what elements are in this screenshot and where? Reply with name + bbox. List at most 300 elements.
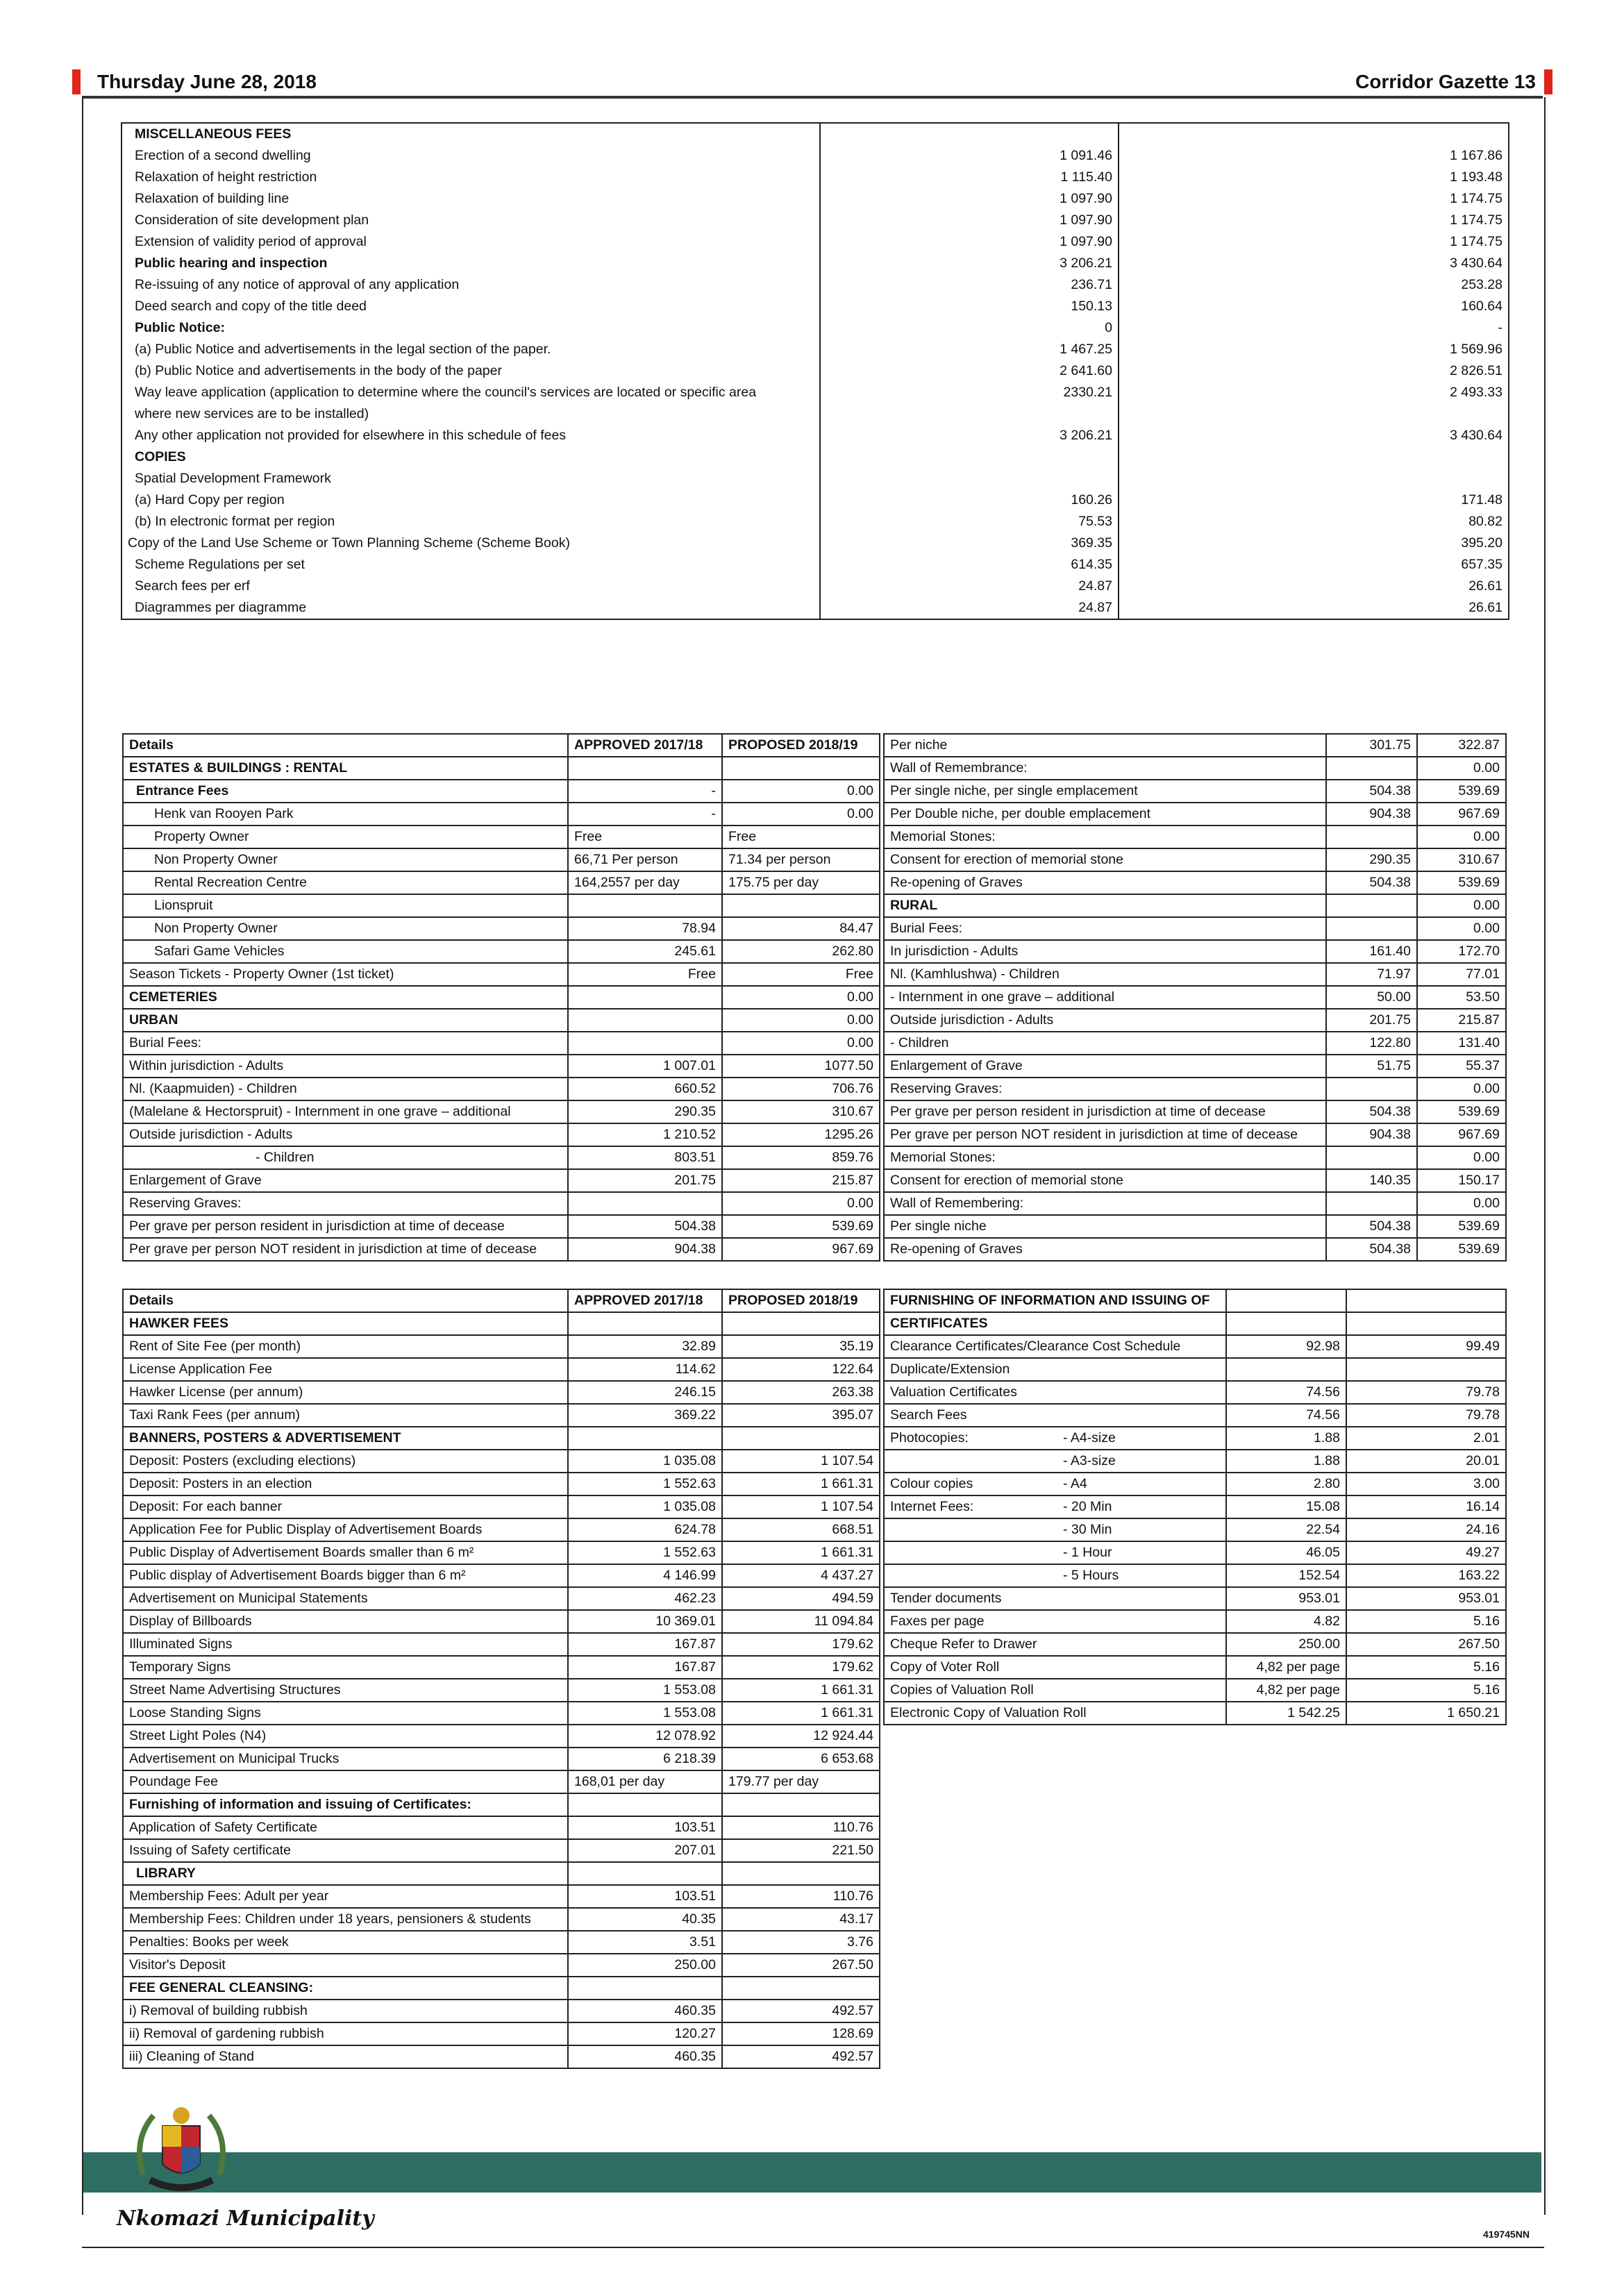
approved-value: 201.75: [1326, 1009, 1417, 1032]
row-label: Electronic Copy of Valuation Roll: [884, 1702, 1057, 1725]
approved-value: 1 467.25: [820, 339, 1119, 360]
proposed-value: [722, 1793, 880, 1816]
approved-value: 614.35: [820, 554, 1119, 576]
approved-value: [568, 986, 722, 1009]
table-row: [123, 1381, 880, 1404]
row-label: Within jurisdiction - Adults: [123, 1055, 568, 1078]
table-row: [123, 780, 880, 803]
proposed-value: 2.01: [1346, 1427, 1506, 1450]
approved-value: 1 035.08: [568, 1495, 722, 1518]
proposed-value: 24.16: [1346, 1518, 1506, 1541]
approved-value: 504.38: [1326, 780, 1417, 803]
row-label: ii) Removal of gardening rubbish: [123, 2022, 568, 2045]
approved-value: [568, 894, 722, 917]
row-label: RURAL: [884, 894, 1326, 917]
proposed-value: 0.00: [1417, 894, 1506, 917]
row-label: Memorial Stones:: [884, 1146, 1326, 1169]
row-sublabel: [1057, 1587, 1226, 1610]
row-sublabel: [1057, 1610, 1226, 1633]
proposed-value: 0.00: [1417, 1146, 1506, 1169]
approved-value: 6 218.39: [568, 1748, 722, 1770]
row-label: Clearance Certificates/Clearance Cost Schedule: [884, 1335, 1057, 1358]
approved-value: 24.87: [820, 576, 1119, 597]
table-row: [123, 1358, 880, 1381]
row-label: Way leave application (application to determine where the council's services are located or specific area: [122, 382, 820, 403]
approved-value: 1 097.90: [820, 210, 1119, 231]
column-header: APPROVED 2017/18: [568, 1289, 722, 1312]
proposed-value: 4 437.27: [722, 1564, 880, 1587]
table-row: [123, 1816, 880, 1839]
approved-value: 245.61: [568, 940, 722, 963]
table-row: [123, 1885, 880, 1908]
proposed-value: 310.67: [1417, 848, 1506, 871]
table-row: [123, 1169, 880, 1192]
proposed-value: 0.00: [722, 1009, 880, 1032]
table-row: [123, 1215, 880, 1238]
table-row: [884, 1169, 1506, 1192]
table-row: [123, 871, 880, 894]
table-row: [884, 1518, 1506, 1541]
table-row: [122, 188, 1509, 210]
table-row: [122, 468, 1509, 489]
table-row: [122, 403, 1509, 425]
proposed-value: 953.01: [1346, 1587, 1506, 1610]
proposed-value: 492.57: [722, 2045, 880, 2068]
row-label: Relaxation of height restriction: [122, 167, 820, 188]
table-row: [122, 382, 1509, 403]
row-label: Nl. (Kaapmuiden) - Children: [123, 1078, 568, 1100]
row-label: Re-opening of Graves: [884, 1238, 1326, 1261]
proposed-value: 84.47: [722, 917, 880, 940]
proposed-value: 539.69: [1417, 1238, 1506, 1261]
row-label: Scheme Regulations per set: [122, 554, 820, 576]
notice-code: 419745NN: [1483, 2229, 1530, 2240]
row-label: Property Owner: [123, 826, 568, 848]
approved-value: 904.38: [568, 1238, 722, 1261]
row-label: - Internment in one grave – additional: [884, 986, 1326, 1009]
approved-value: 140.35: [1326, 1169, 1417, 1192]
row-sublabel: - 1 Hour: [1057, 1541, 1226, 1564]
row-label: Diagrammes per diagramme: [122, 597, 820, 619]
row-label: Copy of the Land Use Scheme or Town Planning Scheme (Scheme Book): [122, 533, 820, 554]
proposed-value: 0.00: [1417, 826, 1506, 848]
approved-value: 904.38: [1326, 803, 1417, 826]
issue-date: Thursday June 28, 2018: [97, 71, 317, 92]
row-label: Display of Billboards: [123, 1610, 568, 1633]
approved-value: 1 553.08: [568, 1679, 722, 1702]
row-label: In jurisdiction - Adults: [884, 940, 1326, 963]
approved-value: [820, 403, 1119, 425]
approved-value: [1326, 894, 1417, 917]
approved-value: 22.54: [1226, 1518, 1346, 1541]
table-row: [123, 1335, 880, 1358]
proposed-value: 539.69: [1417, 780, 1506, 803]
table-row: [123, 1312, 880, 1335]
table-row: [884, 1541, 1506, 1564]
row-label: Per single niche: [884, 1215, 1326, 1238]
proposed-value: 967.69: [722, 1238, 880, 1261]
table-row: [123, 1473, 880, 1495]
proposed-value: [1119, 468, 1509, 489]
row-label: Enlargement of Grave: [884, 1055, 1326, 1078]
table-row: [123, 1078, 880, 1100]
proposed-value: 253.28: [1119, 274, 1509, 296]
approved-value: 4,82 per page: [1226, 1679, 1346, 1702]
table-row: [884, 803, 1506, 826]
approved-value: 2.80: [1226, 1473, 1346, 1495]
approved-value: 15.08: [1226, 1495, 1346, 1518]
approved-value: 150.13: [820, 296, 1119, 317]
row-label: Per niche: [884, 734, 1326, 757]
table-row: [123, 1192, 880, 1215]
approved-value: 290.35: [1326, 848, 1417, 871]
row-sublabel: [1057, 1679, 1226, 1702]
row-label: Wall of Remembrance:: [884, 757, 1326, 780]
empty-cell: [1119, 123, 1509, 145]
proposed-value: 706.76: [722, 1078, 880, 1100]
approved-value: 1 007.01: [568, 1055, 722, 1078]
proposed-value: 2 493.33: [1119, 382, 1509, 403]
table-row: [884, 780, 1506, 803]
approved-value: [1326, 826, 1417, 848]
proposed-value: Free: [722, 826, 880, 848]
approved-value: 1 552.63: [568, 1473, 722, 1495]
table-row: [122, 554, 1509, 576]
approved-value: [568, 1192, 722, 1215]
row-label: Loose Standing Signs: [123, 1702, 568, 1725]
column-header: APPROVED 2017/18: [568, 734, 722, 757]
table-row: [122, 511, 1509, 533]
row-label: Furnishing of information and issuing of Certificates:: [123, 1793, 568, 1816]
table-row: [122, 253, 1509, 274]
proposed-value: -: [1119, 317, 1509, 339]
proposed-value: 1 174.75: [1119, 188, 1509, 210]
proposed-value: 171.48: [1119, 489, 1509, 511]
approved-value: 301.75: [1326, 734, 1417, 757]
table-row: [884, 1656, 1506, 1679]
proposed-value: 26.61: [1119, 576, 1509, 597]
approved-value: 168,01 per day: [568, 1770, 722, 1793]
approved-value: 1 097.90: [820, 188, 1119, 210]
table-row: [123, 1404, 880, 1427]
approved-value: 122.80: [1326, 1032, 1417, 1055]
table-row: [123, 1656, 880, 1679]
table-row: [884, 1009, 1506, 1032]
approved-value: 24.87: [820, 597, 1119, 619]
empty-cell: [1226, 1312, 1346, 1335]
row-label: Temporary Signs: [123, 1656, 568, 1679]
row-sublabel: [1057, 1381, 1226, 1404]
proposed-value: 5.16: [1346, 1679, 1506, 1702]
proposed-value: 1 661.31: [722, 1473, 880, 1495]
row-label: FEE GENERAL CLEANSING:: [123, 1977, 568, 2000]
row-label: Per grave per person resident in jurisdiction at time of decease: [123, 1215, 568, 1238]
section-heading-row: [884, 1289, 1506, 1312]
approved-value: 1 091.46: [820, 145, 1119, 167]
proposed-value: 179.77 per day: [722, 1770, 880, 1793]
section-heading-row: [884, 1312, 1506, 1335]
approved-value: 1.88: [1226, 1450, 1346, 1473]
table-row: [123, 1238, 880, 1261]
table-row: [123, 1495, 880, 1518]
approved-value: 246.15: [568, 1381, 722, 1404]
proposed-value: 492.57: [722, 2000, 880, 2022]
row-label: Public display of Advertisement Boards bigger than 6 m²: [123, 1564, 568, 1587]
table-row: [122, 533, 1509, 554]
table-row: [123, 894, 880, 917]
proposed-value: Free: [722, 963, 880, 986]
proposed-value: 2 826.51: [1119, 360, 1509, 382]
row-label: Any other application not provided for elsewhere in this schedule of fees: [122, 425, 820, 446]
proposed-value: 35.19: [722, 1335, 880, 1358]
section-heading-row: [122, 123, 1509, 145]
proposed-value: [722, 1977, 880, 2000]
row-sublabel: - 5 Hours: [1057, 1564, 1226, 1587]
proposed-value: 3 430.64: [1119, 253, 1509, 274]
proposed-value: 1 661.31: [722, 1541, 880, 1564]
table-row: [123, 848, 880, 871]
approved-value: 160.26: [820, 489, 1119, 511]
approved-value: 207.01: [568, 1839, 722, 1862]
approved-value: 92.98: [1226, 1335, 1346, 1358]
table-row: [122, 167, 1509, 188]
proposed-value: 71.34 per person: [722, 848, 880, 871]
approved-value: 2 641.60: [820, 360, 1119, 382]
table-row: [884, 1358, 1506, 1381]
table-row: [123, 803, 880, 826]
proposed-value: [1119, 403, 1509, 425]
approved-value: 2330.21: [820, 382, 1119, 403]
approved-value: 460.35: [568, 2000, 722, 2022]
proposed-value: 267.50: [1346, 1633, 1506, 1656]
approved-value: 462.23: [568, 1587, 722, 1610]
approved-value: 66,71 Per person: [568, 848, 722, 871]
proposed-value: 3 430.64: [1119, 425, 1509, 446]
proposed-value: 1 174.75: [1119, 231, 1509, 253]
approved-value: Free: [568, 826, 722, 848]
row-label: Illuminated Signs: [123, 1633, 568, 1656]
table-row: [123, 1977, 880, 2000]
table-row: [884, 986, 1506, 1009]
table-row: [884, 1192, 1506, 1215]
approved-value: 4,82 per page: [1226, 1656, 1346, 1679]
proposed-value: 967.69: [1417, 803, 1506, 826]
table-row: [123, 1954, 880, 1977]
proposed-value: 128.69: [722, 2022, 880, 2045]
table-row: [884, 1610, 1506, 1633]
approved-value: 164,2557 per day: [568, 871, 722, 894]
proposed-value: 5.16: [1346, 1656, 1506, 1679]
proposed-value: 1 174.75: [1119, 210, 1509, 231]
footer-band: [83, 2152, 1541, 2193]
table-row: [884, 1633, 1506, 1656]
row-label: Consent for erection of memorial stone: [884, 1169, 1326, 1192]
proposed-value: 0.00: [722, 803, 880, 826]
row-label: Outside jurisdiction - Adults: [884, 1009, 1326, 1032]
row-label: Nl. (Kamhlushwa) - Children: [884, 963, 1326, 986]
row-sublabel: - 20 Min: [1057, 1495, 1226, 1518]
table-row: [123, 1518, 880, 1541]
table-row: [884, 734, 1506, 757]
publication-title: Corridor Gazette 13: [1355, 71, 1536, 92]
row-label: Copy of Voter Roll: [884, 1656, 1057, 1679]
approved-value: 3 206.21: [820, 425, 1119, 446]
row-label: Copies of Valuation Roll: [884, 1679, 1057, 1702]
proposed-value: 0.00: [1417, 757, 1506, 780]
row-label: Public Notice:: [122, 317, 820, 339]
row-label: i) Removal of building rubbish: [123, 2000, 568, 2022]
row-label: (a) Public Notice and advertisements in the legal section of the paper.: [122, 339, 820, 360]
proposed-value: 263.38: [722, 1381, 880, 1404]
approved-value: 1 542.25: [1226, 1702, 1346, 1725]
column-header: Details: [123, 734, 568, 757]
approved-value: 803.51: [568, 1146, 722, 1169]
approved-value: [568, 757, 722, 780]
row-label: Lionspruit: [123, 894, 568, 917]
row-label: (Malelane & Hectorspruit) - Internment in one grave – additional: [123, 1100, 568, 1123]
row-label: Re-opening of Graves: [884, 871, 1326, 894]
approved-value: 504.38: [1326, 871, 1417, 894]
approved-value: [1326, 917, 1417, 940]
row-label: Memorial Stones:: [884, 826, 1326, 848]
proposed-value: 539.69: [1417, 1100, 1506, 1123]
table-row: [123, 757, 880, 780]
proposed-value: 5.16: [1346, 1610, 1506, 1633]
table-row: [884, 1450, 1506, 1473]
row-label: Enlargement of Grave: [123, 1169, 568, 1192]
approved-value: 201.75: [568, 1169, 722, 1192]
row-label: Search fees per erf: [122, 576, 820, 597]
approved-value: 103.51: [568, 1816, 722, 1839]
row-label: Relaxation of building line: [122, 188, 820, 210]
proposed-value: 11 094.84: [722, 1610, 880, 1633]
table-row: [884, 1495, 1506, 1518]
approved-value: 167.87: [568, 1656, 722, 1679]
table-row: [123, 1931, 880, 1954]
table-row: [884, 1032, 1506, 1055]
approved-value: [820, 468, 1119, 489]
row-label: (a) Hard Copy per region: [122, 489, 820, 511]
approved-value: 460.35: [568, 2045, 722, 2068]
table-row: [123, 917, 880, 940]
proposed-value: 1 193.48: [1119, 167, 1509, 188]
approved-value: 953.01: [1226, 1587, 1346, 1610]
table-row: [123, 1633, 880, 1656]
approved-value: [1226, 1358, 1346, 1381]
proposed-value: 1 650.21: [1346, 1702, 1506, 1725]
proposed-value: [1119, 446, 1509, 468]
row-label: Burial Fees:: [123, 1032, 568, 1055]
row-label: Spatial Development Framework: [122, 468, 820, 489]
proposed-value: 0.00: [1417, 1192, 1506, 1215]
municipality-name: Nkomazi Municipality: [117, 2206, 374, 2231]
row-label: Internet Fees:: [884, 1495, 1057, 1518]
row-sublabel: - A3-size: [1057, 1450, 1226, 1473]
approved-value: 504.38: [1326, 1100, 1417, 1123]
proposed-value: 79.78: [1346, 1381, 1506, 1404]
row-label: Entrance Fees: [123, 780, 568, 803]
row-label: Outside jurisdiction - Adults: [123, 1123, 568, 1146]
approved-value: [1326, 1192, 1417, 1215]
approved-value: 78.94: [568, 917, 722, 940]
proposed-value: 539.69: [1417, 1215, 1506, 1238]
proposed-value: 55.37: [1417, 1055, 1506, 1078]
row-label: Non Property Owner: [123, 917, 568, 940]
table-row: [123, 1839, 880, 1862]
proposed-value: 0.00: [722, 986, 880, 1009]
approved-value: 250.00: [1226, 1633, 1346, 1656]
proposed-value: 3.76: [722, 1931, 880, 1954]
approved-value: 904.38: [1326, 1123, 1417, 1146]
row-label: Valuation Certificates: [884, 1381, 1057, 1404]
approved-value: [568, 1312, 722, 1335]
proposed-value: 99.49: [1346, 1335, 1506, 1358]
table-header-row: [123, 734, 880, 757]
table-row: [884, 1564, 1506, 1587]
row-label: Non Property Owner: [123, 848, 568, 871]
section-heading: FURNISHING OF INFORMATION AND ISSUING OF: [884, 1289, 1226, 1312]
table-row: [884, 1473, 1506, 1495]
accent-bar-right: [1544, 69, 1552, 94]
proposed-value: 0.00: [1417, 917, 1506, 940]
approved-value: 504.38: [1326, 1215, 1417, 1238]
approved-value: 504.38: [1326, 1238, 1417, 1261]
table-row: [123, 1541, 880, 1564]
table-row: [884, 1404, 1506, 1427]
proposed-value: 49.27: [1346, 1541, 1506, 1564]
approved-value: 10 369.01: [568, 1610, 722, 1633]
row-label: Rental Recreation Centre: [123, 871, 568, 894]
table-row: [884, 940, 1506, 963]
proposed-value: 494.59: [722, 1587, 880, 1610]
table-row: [123, 2000, 880, 2022]
approved-value: 1 210.52: [568, 1123, 722, 1146]
approved-value: 114.62: [568, 1358, 722, 1381]
approved-value: Free: [568, 963, 722, 986]
table-row: [123, 1032, 880, 1055]
table-row: [123, 1679, 880, 1702]
row-label: Visitor's Deposit: [123, 1954, 568, 1977]
row-sublabel: - 30 Min: [1057, 1518, 1226, 1541]
accent-bar-left: [72, 69, 81, 94]
table-row: [884, 1587, 1506, 1610]
row-label: Deed search and copy of the title deed: [122, 296, 820, 317]
row-label: [884, 1541, 1057, 1564]
proposed-value: [722, 1312, 880, 1335]
approved-value: 32.89: [568, 1335, 722, 1358]
niche-fees-table: [883, 733, 1507, 1262]
row-label: Faxes per page: [884, 1610, 1057, 1633]
approved-value: 74.56: [1226, 1381, 1346, 1404]
row-label: Tender documents: [884, 1587, 1057, 1610]
row-label: Taxi Rank Fees (per annum): [123, 1404, 568, 1427]
table-row: [884, 1146, 1506, 1169]
table-row: [123, 1748, 880, 1770]
table-row: [884, 1238, 1506, 1261]
hawker-fees-table: [122, 1289, 880, 2069]
proposed-value: 77.01: [1417, 963, 1506, 986]
estates-fees-table: [122, 733, 880, 1262]
proposed-value: 1 569.96: [1119, 339, 1509, 360]
row-label: Hawker License (per annum): [123, 1381, 568, 1404]
approved-value: 624.78: [568, 1518, 722, 1541]
row-label: (b) In electronic format per region: [122, 511, 820, 533]
table-row: [884, 848, 1506, 871]
row-label: Per grave per person resident in jurisdiction at time of decease: [884, 1100, 1326, 1123]
approved-value: [1326, 757, 1417, 780]
row-sublabel: - A4-size: [1057, 1427, 1226, 1450]
approved-value: 290.35: [568, 1100, 722, 1123]
